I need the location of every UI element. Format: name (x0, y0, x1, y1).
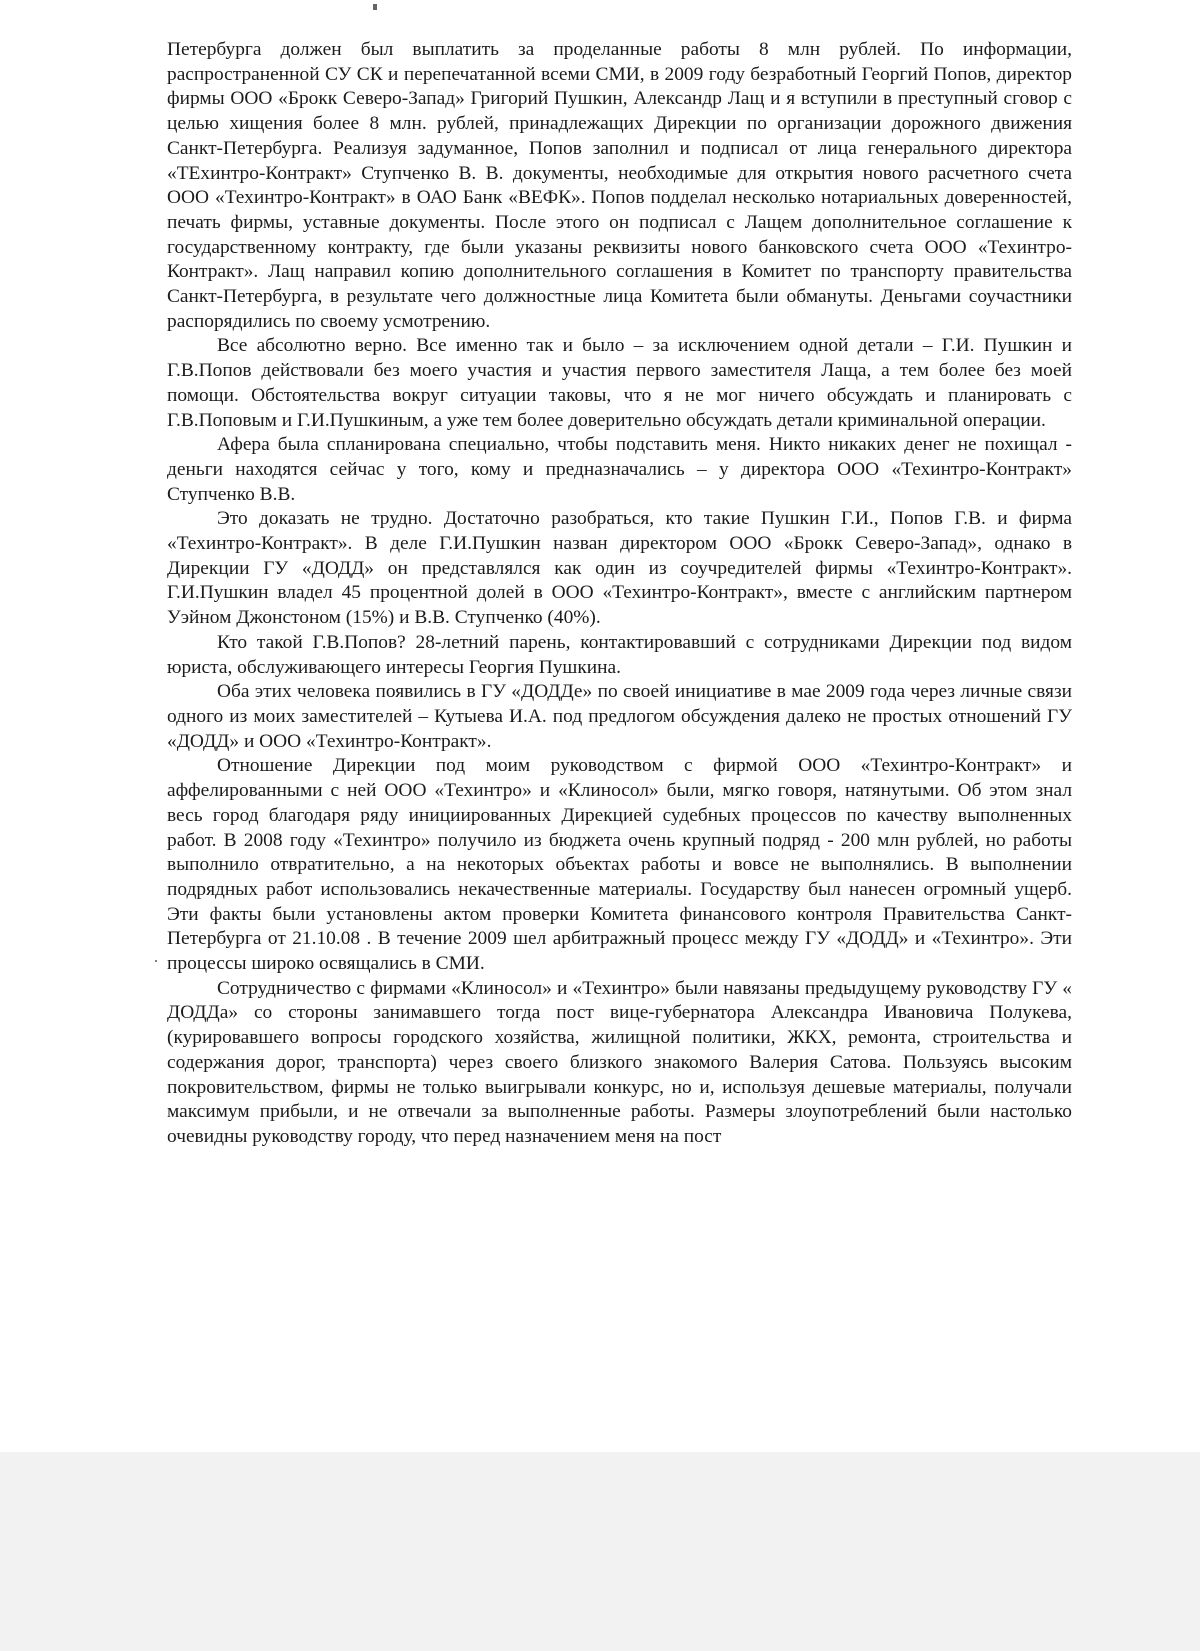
paragraph-7: Отношение Дирекции под моим руководством с фирмой ООО «Техинтро-Контракт» и аффелированными с ней ООО «Техинтро» и «Клиносол» были, мягко говоря, натянутыми. Об этом знал весь город благодаря ряду инициированных Дирекцией судебных процессов по качеству выполненных работ. В 2008 году «Техинтро» получило из бюджета очень крупный подряд - 200 млн рублей, но работы выполнило отвратительно, а на некоторых объектах работы и вовсе не выполнялись. В выполнении подрядных работ использовались некачественные материалы. Государству был нанесен огромный ущерб. Эти факты были установлены актом проверки Комитета финансового контроля Правительства Санкт-Петербурга от 21.10.08 . В течение 2009 шел арбитражный процесс между ГУ «ДОДД» и «Техинтро». Эти процессы широко освящались в СМИ. (167, 755, 1072, 975)
paragraph-4: Это доказать не трудно. Достаточно разобраться, кто такие Пушкин Г.И., Попов Г.В. и фирма «Техинтро-Контракт». В деле Г.И.Пушкин назван директором ООО «Брокк Северо-Запад», однако в Дирекции ГУ «ДОДД» он представлялся как один из соучредителей фирмы «Техинтро-Контракт». Г.И.Пушкин владел 45 процентной долей в ООО «Техинтро-Контракт», вместе с английским партнером Уэйном Джонстоном (15%) и В.В. Ступченко (40%). (167, 508, 1072, 629)
scan-bottom-strip (0, 1452, 1200, 1651)
paragraph-1: Петербурга должен был выплатить за проделанные работы 8 млн рублей. По информации, распространенной СУ СК и перепечатанной всеми СМИ, в 2009 году безработный Георгий Попов, директор фирмы ООО «Брокк Северо-Запад» Григорий Пушкин, Александр Лащ и я вступили в преступный сговор с целью хищения более 8 млн. рублей, принадлежащих Дирекции по организации дорожного движения Санкт-Петербурга. Реализуя задуманное, Попов заполнил и подписал от лица генерального директора «ТЕхинтро-Контракт» Ступченко В. В. документы, необходимые для открытия нового расчетного счета ООО «Техинтро-Контракт» в ОАО Банк «ВЕФК». Попов подделал несколько нотариальных доверенностей, печать фирмы, уставные документы. После этого он подписал с Лащем дополнительное соглашение к государственному контракту, где были указаны реквизиты нового банковского счета ООО «Техинтро-Контракт». Лащ направил копию дополнительного соглашения в Комитет по транспорту правительства Санкт-Петербурга, в результате чего должностные лица Комитета были обмануты. Деньгами соучастники распорядились по своему усмотрению. (167, 39, 1072, 332)
paragraph-8: Сотрудничество с фирмами «Клиносол» и «Техинтро» были навязаны предыдущему руководству ГУ « ДОДДа» со стороны занимавшего тогда пост вице-губернатора Александра Ивановича Полукева, (курировавшего вопросы городского хозяйства, жилищной политики, ЖКХ, ремонта, строительства и содержания дорог, транспорта) через своего близкого знакомого Валерия Сатова. Пользуясь высоким покровительством, фирмы не только выигрывали конкурс, но и, используя дешевые материалы, получали максимум прибыли, и не отвечали за выполненные работы. Размеры злоупотреблений были настолько очевидны руководству городу, что перед назначением меня на пост (167, 977, 1072, 1147)
scan-mark-top (373, 4, 377, 10)
paragraph-6: Оба этих человека появились в ГУ «ДОДДе» по своей инициативе в мае 2009 года через личные связи одного из моих заместителей – Кутыева И.А. под предлогом обсуждения далеко не простых отношений ГУ «ДОДД» и ООО «Техинтро-Контракт». (167, 681, 1072, 752)
paragraph-3: Афера была спланирована специально, чтобы подставить меня. Никто никаких денег не похищал - деньги находятся сейчас у того, кому и предназначались – у директора ООО «Техинтро-Контракт» Ступченко В.В. (167, 434, 1072, 505)
paragraph-2: Все абсолютно верно. Все именно так и было – за исключением одной детали – Г.И. Пушкин и Г.В.Попов действовали без моего участия и участия первого заместителя Лаща, а тем более без моей помощи. Обстоятельства вокруг ситуации таковы, что я не мог ничего обсуждать и планировать с Г.В.Поповым и Г.И.Пушкиным, а уже тем более доверительно обсуждать детали криминальной операции. (167, 335, 1072, 431)
paragraph-5: Кто такой Г.В.Попов? 28-летний парень, контактировавший с сотрудниками Дирекции под видом юриста, обслуживающего интересы Георгия Пушкина. (167, 631, 1072, 678)
scan-dot (155, 960, 157, 962)
document-body (167, 38, 1072, 1150)
